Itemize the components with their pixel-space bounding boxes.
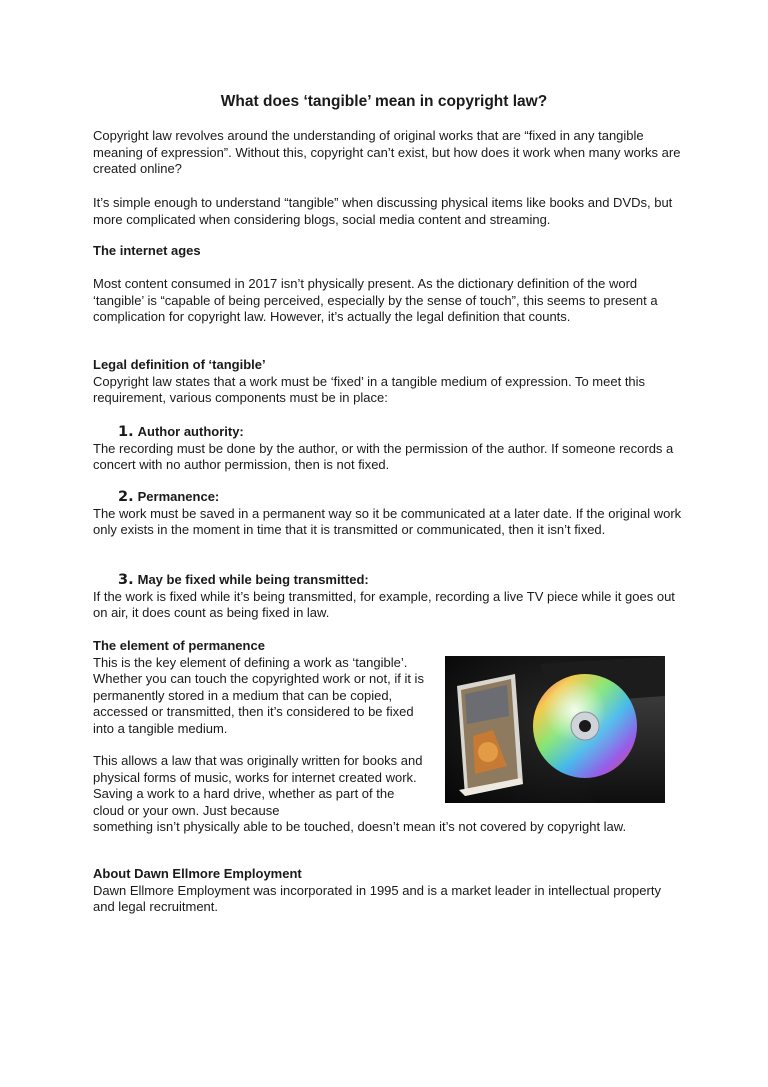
component-number-2: 2.	[118, 489, 134, 505]
component-item-1	[93, 424, 683, 474]
intro-paragraph-1	[93, 128, 683, 178]
about-heading: About Dawn Ellmore Employment	[93, 866, 302, 881]
about-text: Dawn Ellmore Employment was incorporated in 1995 and is a market leader in intellectual property and legal recruitment.	[93, 882, 661, 914]
component-text-1: The recording must be done by the author, or with the permission of the author. If someone records a concert with no author permission, then is not fixed.	[93, 440, 674, 472]
permanence-text-2a: This allows a law that was originally written for books and physical forms of music, works for internet created work. Saving a work to a hard drive, whether as part of the cloud or your own. Just because	[93, 753, 423, 818]
intro-paragraph-2	[93, 195, 683, 228]
component-item-2	[93, 489, 683, 539]
internet-ages-heading: The internet ages	[93, 243, 201, 258]
permanence-heading: The element of permanence	[93, 638, 265, 653]
component-item-3	[93, 572, 683, 622]
legal-definition-text: Copyright law states that a work must be ‘fixed’ in a tangible medium of expression. To meet this requirement, various components must be in place:	[93, 373, 646, 405]
section-permanence	[93, 638, 428, 737]
permanence-text-1: This is the key element of defining a work as ‘tangible’. Whether you can touch the copyrighted work or not, if it is permanently stored in a medium that can be copied, accessed or transmitted, then it’s considered to be fixed into a tangible medium.	[93, 654, 424, 736]
section-about	[93, 866, 683, 916]
dvd-photo	[445, 656, 665, 803]
component-heading-1	[93, 424, 683, 441]
permanence-text-2b: something isn’t physically able to be touched, doesn’t mean it’s not covered by copyright law.	[93, 819, 627, 834]
permanence-paragraph-2-continued	[93, 819, 683, 836]
component-number-3: 3.	[118, 572, 134, 588]
page-title: What does ‘tangible’ mean in copyright law?	[220, 93, 548, 110]
intro-text-1: Copyright law revolves around the understanding of original works that are “fixed in any tangible meaning of expression”. Without this, copyright can’t exist, but how does it work when many works are created online?	[93, 128, 681, 176]
internet-ages-text: Most content consumed in 2017 isn’t physically present. As the dictionary definition of the word ‘tangible’ is “capable of being perceived, especially by the sense of touch”, this seems to present a complication for copyright law. However, it’s actually the legal definition that counts.	[93, 276, 658, 324]
internet-ages-paragraph	[93, 276, 683, 326]
component-heading-2	[93, 489, 683, 506]
component-heading-3	[93, 572, 683, 589]
component-text-3: If the work is fixed while it’s being transmitted, for example, recording a live TV piece while it goes out on air, it does count as being fixed in law.	[93, 588, 675, 620]
permanence-paragraph-2	[93, 753, 428, 819]
component-text-2: The work must be saved in a permanent way so it be communicated at a later date. If the original work only exists in the moment in time that it is transmitted or communicated, then it isn’t fixed.	[93, 505, 682, 537]
component-label-3: May be fixed while being transmitted:	[137, 572, 369, 587]
dvd-player-disc-icon	[445, 656, 665, 803]
section-legal-definition	[93, 357, 683, 407]
intro-text-2: It’s simple enough to understand “tangible” when discussing physical items like books and DVDs, but more complicated when considering blogs, social media content and streaming.	[93, 195, 673, 227]
legal-definition-heading: Legal definition of ‘tangible’	[93, 357, 266, 372]
component-label-2: Permanence:	[137, 489, 220, 504]
section-internet-ages	[93, 243, 683, 260]
component-label-1: Author authority:	[137, 424, 244, 439]
component-number-1: 1.	[118, 424, 134, 440]
